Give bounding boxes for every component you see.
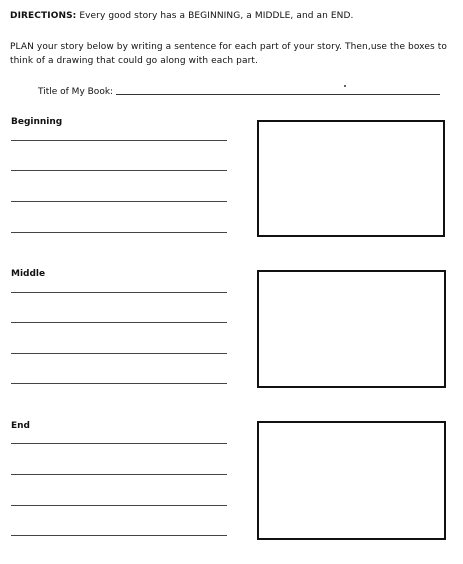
end-write-line-1[interactable]: [11, 443, 227, 444]
middle-drawing-box[interactable]: [257, 270, 446, 388]
beginning-drawing-box[interactable]: [257, 120, 445, 237]
beginning-write-line-1[interactable]: [11, 140, 227, 141]
beginning-write-line-4[interactable]: [11, 232, 227, 233]
middle-write-line-3[interactable]: [11, 353, 227, 354]
title-label: Title of My Book:: [38, 87, 114, 97]
section-heading-end: End: [11, 421, 30, 431]
directions-text: [10, 10, 450, 22]
beginning-write-line-3[interactable]: [11, 201, 227, 202]
title-field: [38, 85, 440, 99]
section-heading-middle: Middle: [11, 269, 46, 279]
section-heading-beginning: Beginning: [11, 117, 63, 127]
end-write-line-2[interactable]: [11, 474, 227, 475]
plan-instructions: PLAN your story below by writing a sentence for each part of your story. Then,use the boxes to think of a drawing that could go along with each part.: [10, 42, 447, 66]
middle-write-line-1[interactable]: [11, 292, 227, 293]
middle-write-line-2[interactable]: [11, 322, 227, 323]
stray-mark: [344, 85, 346, 87]
end-write-line-4[interactable]: [11, 535, 227, 536]
end-drawing-box[interactable]: [257, 421, 446, 540]
beginning-write-line-2[interactable]: [11, 170, 227, 171]
title-write-line[interactable]: [116, 94, 440, 95]
directions-label: DIRECTIONS:: [10, 11, 77, 21]
middle-write-line-4[interactable]: [11, 383, 227, 384]
directions-body: Every good story has a BEGINNING, a MIDDLE, and an END.: [76, 11, 354, 21]
end-write-line-3[interactable]: [11, 505, 227, 506]
